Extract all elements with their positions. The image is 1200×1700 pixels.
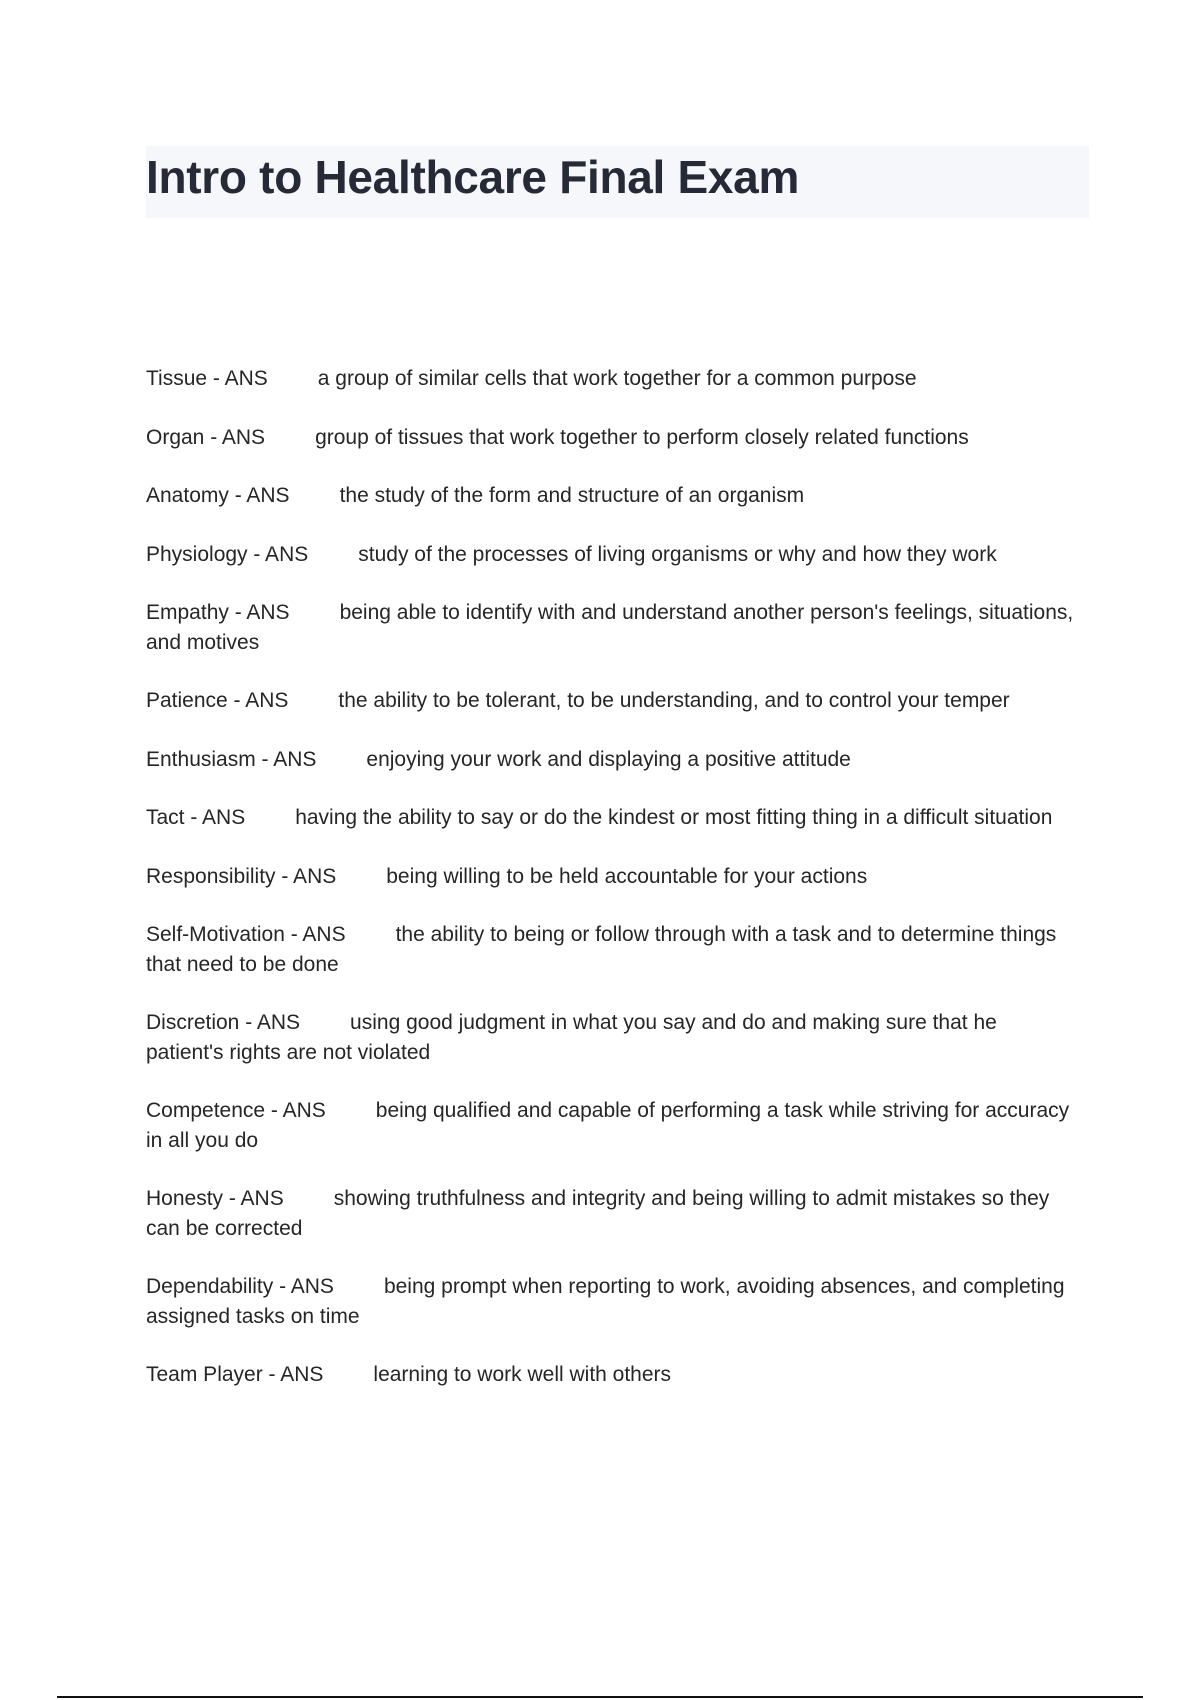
definition: the ability to being or follow through with a task and to determine things that need to be done <box>146 923 1057 976</box>
term: Dependability - ANS <box>146 1275 334 1298</box>
term: Tissue - ANS <box>146 367 268 390</box>
list-item <box>146 1008 1076 1067</box>
definition: being willing to be held accountable for your actions <box>386 864 868 888</box>
list-item <box>146 862 1076 892</box>
flashcard-list <box>146 364 1076 1419</box>
definition: a group of similar cells that work together for a common purpose <box>317 367 917 390</box>
definition: having the ability to say or do the kindest or most fitting thing in a difficult situation <box>295 806 1053 829</box>
list-item <box>146 598 1076 657</box>
list-item <box>146 540 1076 570</box>
footer-divider <box>57 1696 1143 1698</box>
term: Responsibility - ANS <box>146 864 337 888</box>
term: Team Player - ANS <box>146 1363 324 1386</box>
list-item <box>146 423 1076 453</box>
term: Organ - ANS <box>146 425 266 449</box>
list-item <box>146 1184 1076 1243</box>
page-title: Intro to Healthcare Final Exam <box>146 151 800 203</box>
definition: being qualified and capable of performing a task while striving for accuracy in all you do <box>146 1099 1070 1152</box>
definition: learning to work well with others <box>373 1363 672 1386</box>
list-item <box>146 920 1076 979</box>
definition: being prompt when reporting to work, avoiding absences, and completing assigned tasks on time <box>146 1275 1065 1328</box>
term: Self-Motivation - ANS <box>146 923 346 946</box>
term: Empathy - ANS <box>146 601 290 624</box>
definition: enjoying your work and displaying a positive attitude <box>366 747 851 771</box>
term: Enthusiasm - ANS <box>146 747 317 771</box>
definition: the study of the form and structure of an organism <box>339 484 805 507</box>
term: Patience - ANS <box>146 689 289 712</box>
list-item <box>146 745 1076 775</box>
list-item <box>146 686 1076 716</box>
definition: study of the processes of living organisms or why and how they work <box>358 542 997 566</box>
list-item <box>146 1272 1076 1331</box>
definition: being able to identify with and understand another person's feelings, situations, and motives <box>146 601 1074 654</box>
term: Honesty - ANS <box>146 1187 284 1210</box>
list-item <box>146 481 1076 511</box>
list-item <box>146 364 1076 394</box>
definition: the ability to be tolerant, to be understanding, and to control your temper <box>338 689 1010 712</box>
definition: group of tissues that work together to perform closely related functions <box>315 425 969 449</box>
definition: using good judgment in what you say and do and making sure that he patient's rights are not violated <box>146 1011 997 1064</box>
term: Physiology - ANS <box>146 542 309 566</box>
term: Discretion - ANS <box>146 1011 301 1034</box>
list-item <box>146 1096 1076 1155</box>
term: Anatomy - ANS <box>146 484 290 507</box>
term: Competence - ANS <box>146 1099 326 1122</box>
term: Tact - ANS <box>146 806 246 829</box>
definition: showing truthfulness and integrity and being willing to admit mistakes so they can be corrected <box>146 1187 1050 1240</box>
title-band <box>146 146 1089 218</box>
list-item <box>146 1360 1076 1390</box>
list-item <box>146 803 1076 833</box>
